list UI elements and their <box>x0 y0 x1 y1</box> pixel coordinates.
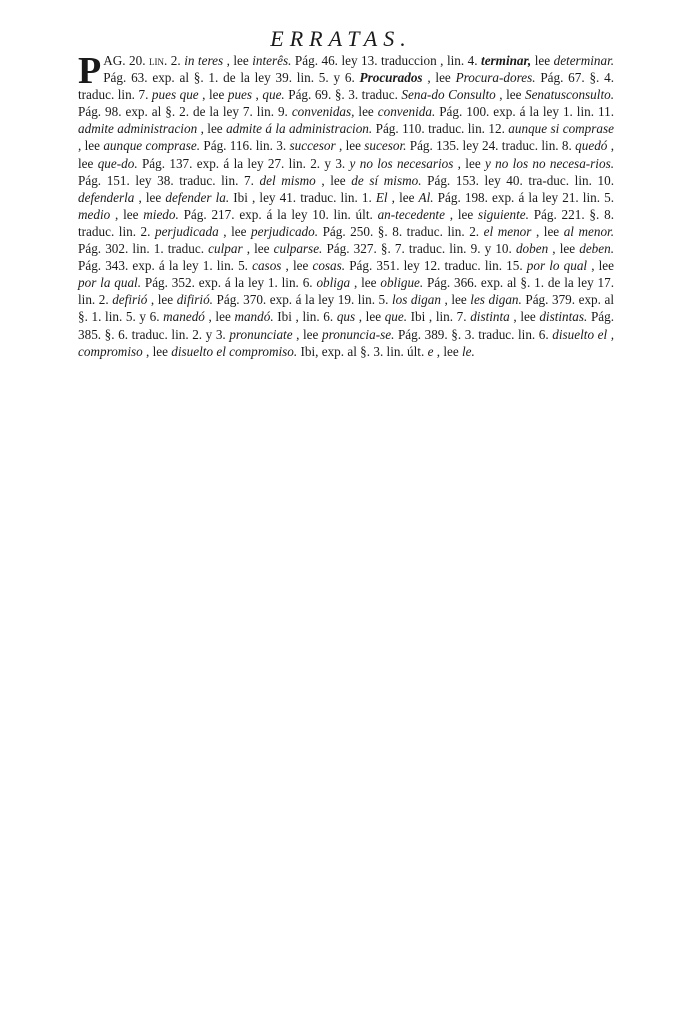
errata-paragraph <box>78 52 614 360</box>
errata-term: de sí mismo. <box>351 172 422 188</box>
errata-term: obligue. <box>380 275 424 291</box>
errata-term: miedo. <box>143 206 179 222</box>
errata-text: Pág. 151. ley 38. traduc. lin. 7. <box>78 172 260 188</box>
errata-text: , lee <box>335 138 365 154</box>
errata-text: , lee <box>134 189 166 205</box>
errata-term: le. <box>462 343 475 359</box>
errata-text: , lee <box>531 223 564 239</box>
errata-text: Ibi, exp. al §. 3. lin. últ. <box>297 343 428 359</box>
errata-term: y no los no necesa-rios. <box>485 155 614 171</box>
drop-cap: P <box>78 50 102 92</box>
errata-text: Pág. 100. exp. á la ley 1. lin. 11. <box>435 104 614 120</box>
errata-term: convenidas, <box>291 104 355 120</box>
errata-text: lee <box>531 53 554 68</box>
errata-term: cosas. <box>312 258 346 274</box>
errata-term: que. <box>384 309 408 325</box>
errata-term: culpar <box>208 241 243 257</box>
errata-term: distinta <box>470 309 510 325</box>
errata-term: Procura-dores. <box>455 70 536 86</box>
errata-text: Pág. 250. §. 8. traduc. lin. 2. <box>318 223 484 239</box>
errata-text: Pág. 116. lin. 3. <box>200 138 290 154</box>
errata-term: manedó <box>163 309 205 325</box>
errata-term: defenderla <box>78 189 135 205</box>
errata-term: por lo qual <box>526 258 588 274</box>
errata-term: por la qual. <box>78 275 142 291</box>
errata-text: Pág. 198. exp. á la ley 21. lin. 5. <box>433 189 615 205</box>
errata-text: , lee <box>78 138 104 154</box>
errata-text: lee <box>354 104 378 120</box>
errata-term: qus <box>336 309 356 325</box>
errata-text: Pág. 352. exp. á la ley 1. lin. 6. <box>141 275 317 291</box>
errata-term: y no los necesarios <box>349 155 454 171</box>
errata-term: sucesor. <box>364 138 407 154</box>
errata-term: siguiente. <box>477 206 529 222</box>
errata-text: Ibi , ley 41. traduc. lin. 1. <box>229 189 376 205</box>
errata-text: , lee <box>495 87 525 103</box>
errata-term: aunque comprase. <box>103 138 201 154</box>
errata-text: , lee <box>292 326 322 342</box>
errata-term: convenida. <box>377 104 436 120</box>
errata-term: defirió <box>112 292 148 308</box>
errata-text: Pág. 69. §. 3. traduc. <box>284 87 402 103</box>
errata-text: , lee <box>223 53 253 68</box>
errata-text: Pág. 351. ley 12. traduc. lin. 15. <box>345 258 527 274</box>
errata-text: , lee <box>444 206 478 222</box>
errata-text: Pág. 366. exp. al §. 1. de la ley 17. lin. 2. <box>78 275 614 308</box>
errata-text: Pág. 110. traduc. lin. 12. <box>372 121 509 137</box>
errata-text: Pág. 327. §. 7. traduc. lin. 9. y 10. <box>322 241 516 257</box>
errata-term: Al. <box>418 189 434 205</box>
errata-text: , lee <box>440 292 471 308</box>
errata-text: , lee <box>387 189 419 205</box>
errata-term: disuelto el compromiso. <box>171 343 298 359</box>
errata-term: casos <box>252 258 282 274</box>
errata-text: Pág. 67. §. 4. traduc. lin. 7. <box>78 70 615 103</box>
errata-text: Pág. 389. §. 3. traduc. lin. 6. <box>394 326 553 342</box>
errata-term: medio <box>78 206 111 222</box>
errata-term: doben <box>515 241 549 257</box>
errata-term: obliga <box>316 275 351 291</box>
errata-term: difirió. <box>176 292 213 308</box>
errata-text: , lee <box>147 292 177 308</box>
errata-text: Pág. 98. exp. al §. 2. de la ley 7. lin. 9. <box>78 104 292 120</box>
errata-text: , lee <box>350 275 381 291</box>
errata-term: distintas. <box>539 309 588 325</box>
errata-text: , lee <box>142 343 172 359</box>
errata-term: que. <box>262 87 285 103</box>
errata-term: interês. <box>252 53 292 68</box>
errata-term: aunque si comprase <box>508 121 614 137</box>
errata-term: al menor. <box>563 223 615 239</box>
errata-term: defender la. <box>165 189 230 205</box>
errata-term: admite administracion <box>78 121 198 137</box>
errata-text: , lee <box>433 343 462 359</box>
errata-term: pronunciate <box>229 326 293 342</box>
errata-text: , lee <box>110 206 144 222</box>
errata-text: , lee <box>198 87 228 103</box>
errata-lead: AG. 20. lin. 2. <box>103 53 185 68</box>
errata-term: pues <box>227 87 253 103</box>
errata-text: Pág. 379. exp. al §. 1. lin. 5. y 6. <box>78 292 615 325</box>
errata-text: , lee <box>281 258 313 274</box>
errata-term: Senatusconsulto. <box>524 87 614 103</box>
errata-term: Sena-do Consulto <box>401 87 496 103</box>
errata-text: , <box>252 87 263 103</box>
errata-term: que-do. <box>97 155 138 171</box>
errata-text: Pág. 137. exp. á la ley 27. lin. 2. y 3. <box>137 155 350 171</box>
errata-term: perjudicado. <box>251 223 319 239</box>
errata-term: Procurados <box>359 70 423 86</box>
errata-text: Pág. 302. lin. 1. traduc. <box>78 241 209 257</box>
errata-term: quedó <box>575 138 608 154</box>
errata-term: an-tecedente <box>377 206 445 222</box>
errata-term: perjudicada <box>154 223 219 239</box>
errata-text: Pág. 370. exp. á la ley 19. lin. 5. <box>212 292 392 308</box>
errata-text: , lee <box>587 258 614 274</box>
errata-text: , lee <box>422 70 456 86</box>
errata-term: disuelto el , compromiso <box>78 326 615 359</box>
errata-text: Pág. 46. ley 13. traduccion , lin. 4. <box>291 53 482 68</box>
errata-text: , lee <box>355 309 385 325</box>
errata-text: Pág. 343. exp. á la ley 1. lin. 5. <box>78 258 253 274</box>
errata-text: Pág. 153. ley 40. tra-duc. lin. 10. <box>421 172 615 188</box>
errata-term: terminar, <box>481 53 532 68</box>
errata-text: , lee <box>509 309 540 325</box>
page-title: ERRATAS. <box>270 26 412 51</box>
errata-term: deben. <box>579 241 615 257</box>
errata-term: pronuncia-se. <box>321 326 395 342</box>
errata-text: Pág. 63. exp. al §. 1. de la ley 39. lin. 5. y 6. <box>103 70 360 86</box>
errata-text: , lee <box>204 309 235 325</box>
errata-text: , lee <box>78 138 615 171</box>
errata-text: , lee <box>315 172 352 188</box>
errata-term: determinar. <box>553 53 615 68</box>
errata-text: , lee <box>548 241 580 257</box>
errata-term: El <box>375 189 388 205</box>
errata-text: Pág. 221. §. 8. traduc. lin. 2. <box>78 206 614 239</box>
errata-term: admite á la administracion. <box>226 121 373 137</box>
errata-text: Pág. 385. §. 6. traduc. lin. 2. y 3. <box>78 309 615 342</box>
errata-text: Ibi , lin. 7. <box>407 309 471 325</box>
errata-text: , lee <box>218 223 251 239</box>
errata-term: culparse. <box>273 241 323 257</box>
errata-term: mandó. <box>234 309 274 325</box>
errata-term: les digan. <box>470 292 522 308</box>
errata-term: succesor <box>289 138 336 154</box>
errata-term: del mismo <box>259 172 316 188</box>
errata-term: el menor <box>483 223 532 239</box>
errata-text: Ibi , lin. 6. <box>273 309 337 325</box>
errata-term: los digan <box>391 292 441 308</box>
errata-term: pues que <box>151 87 199 103</box>
errata-term: e <box>427 343 434 359</box>
errata-text: Pág. 135. ley 24. traduc. lin. 8. <box>406 138 576 154</box>
errata-text: , lee <box>453 155 485 171</box>
errata-term: in teres <box>184 53 224 68</box>
errata-text: Pág. 217. exp. á la ley 10. lin. últ. <box>178 206 378 222</box>
errata-text: , lee <box>242 241 274 257</box>
errata-text: , lee <box>197 121 227 137</box>
